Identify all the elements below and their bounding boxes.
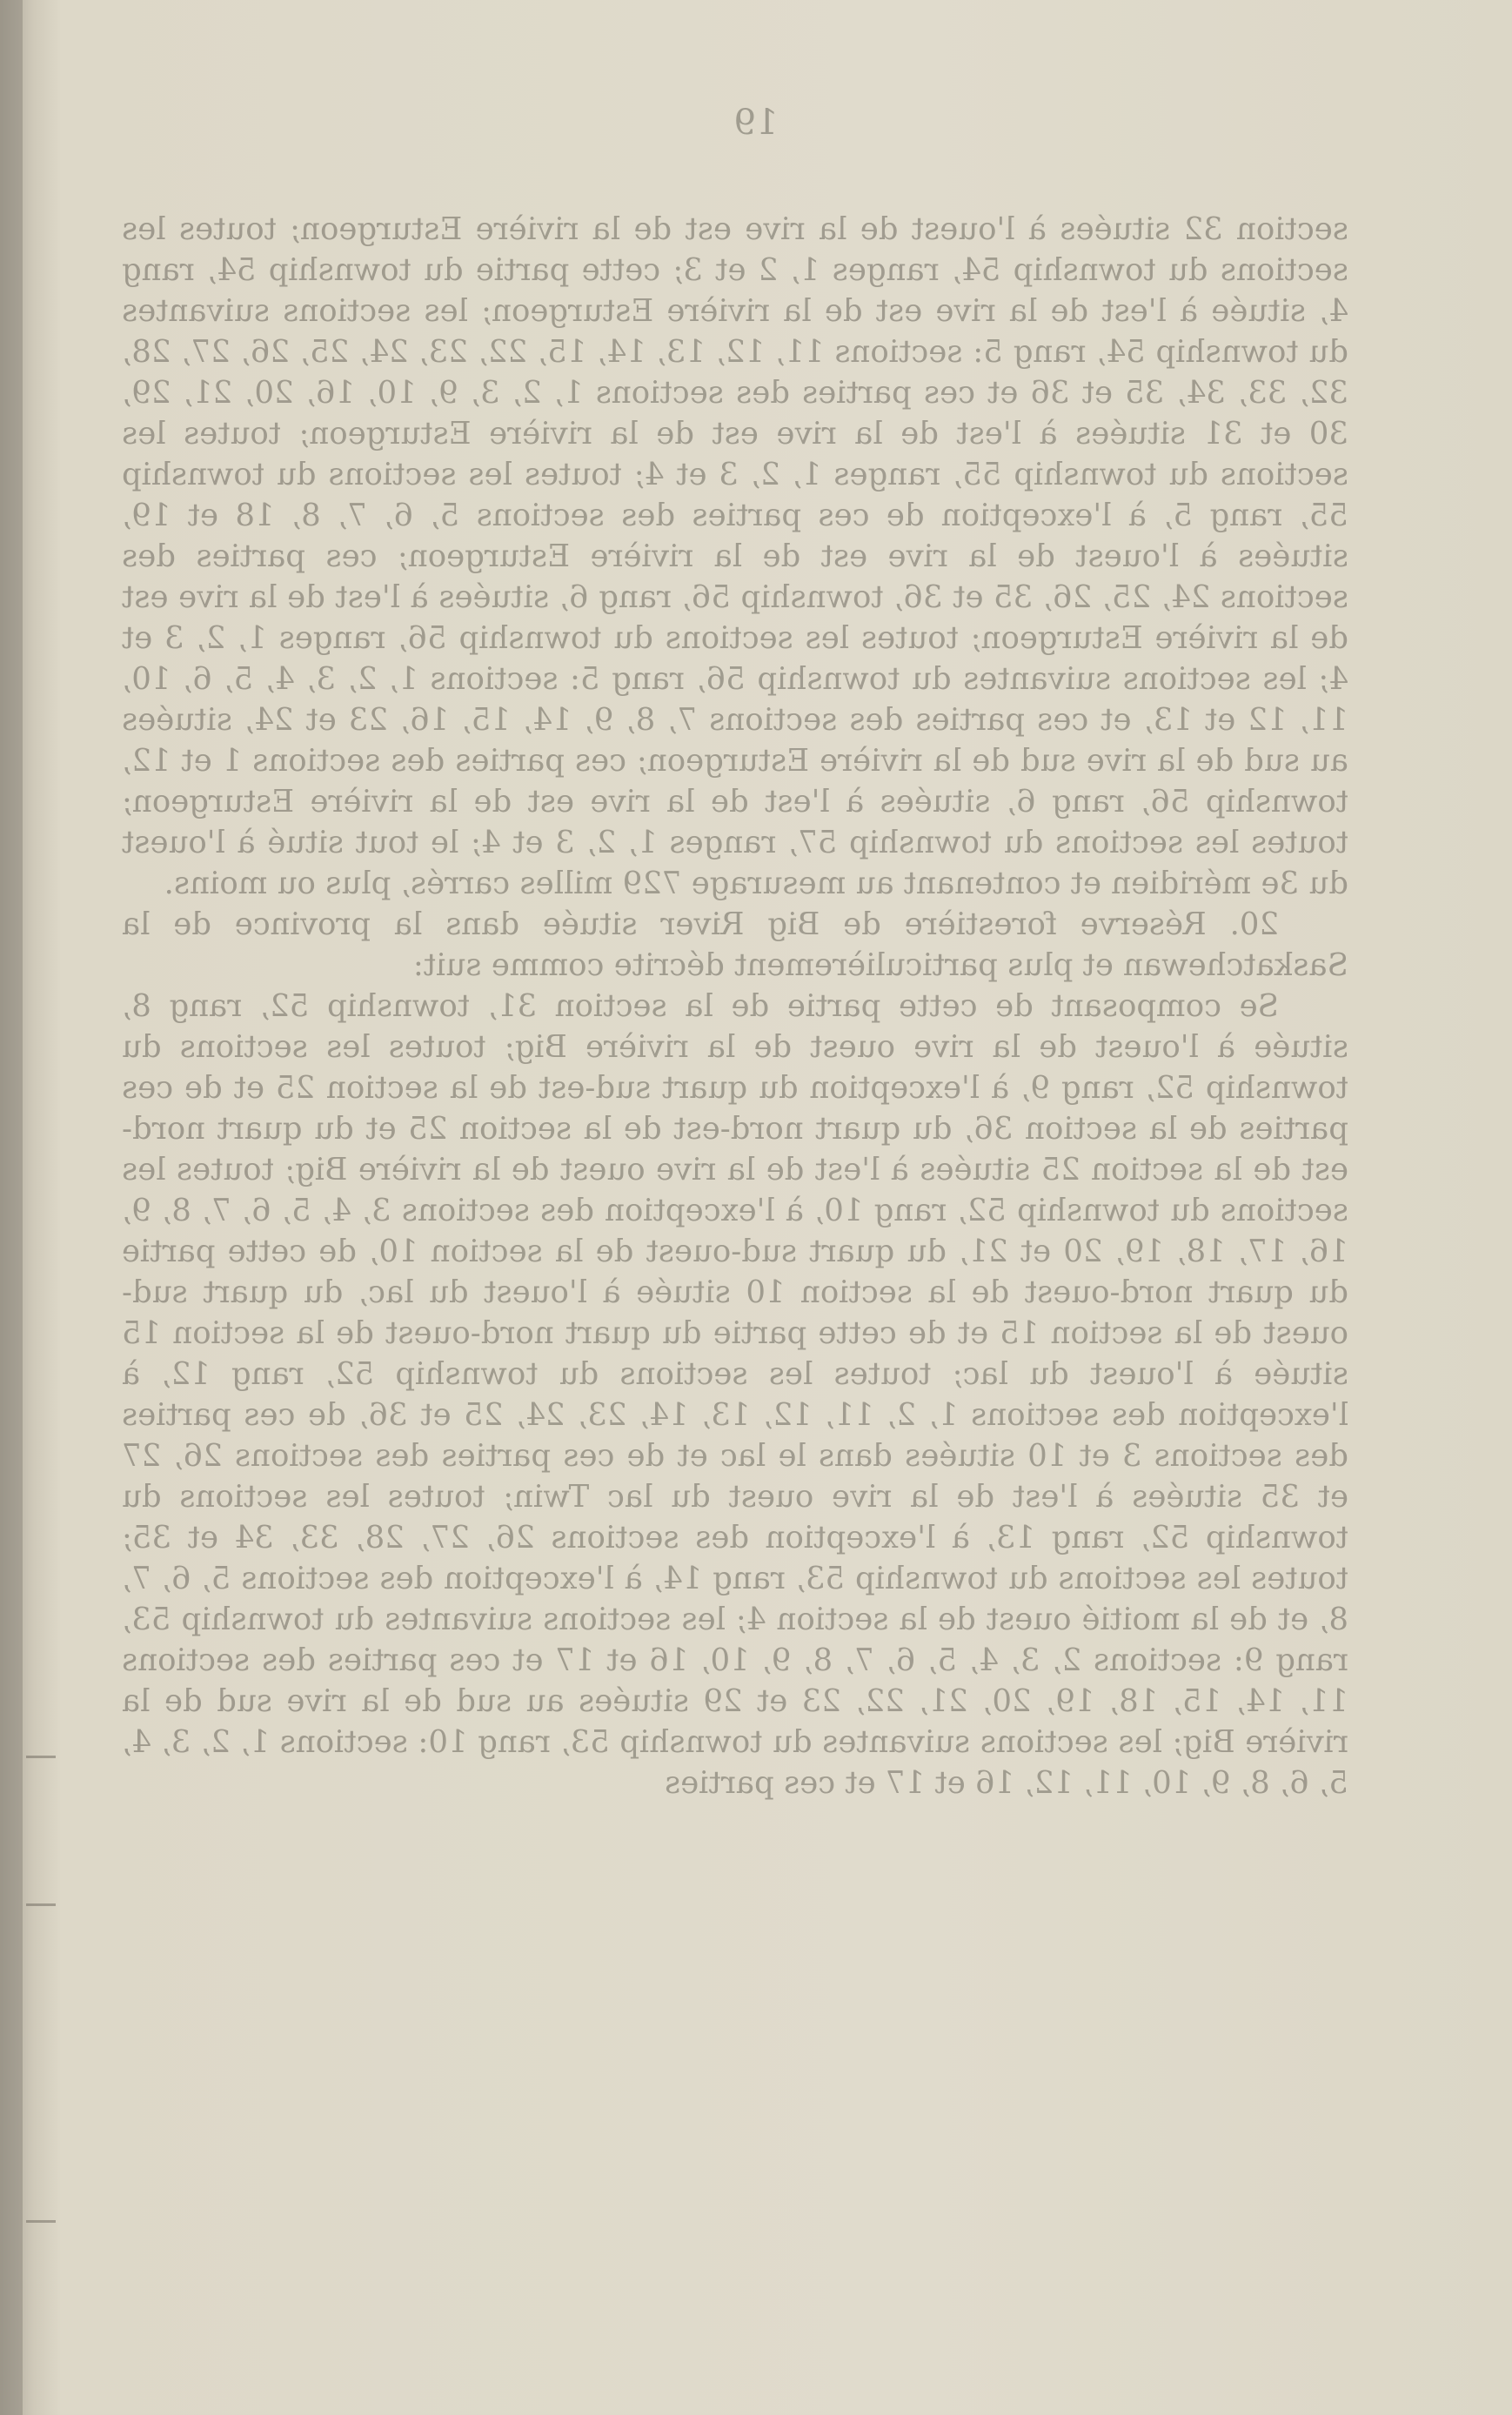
- margin-mark: [26, 1903, 56, 1906]
- page-number: 19: [733, 103, 779, 143]
- mirrored-text-block: [122, 209, 1348, 2349]
- paragraph-continuation: section 32 situées à l'ouest de la rive est de la rivière Esturgeon; toutes les sections du township 54, ranges 1, 2 et 3; cette partie du township 54, rang 4, située à l'est de la rive est de la rivière Esturgeon; les sections suivantes du township 54, rang 5: sections 11, 12, 13, 14, 15, 22, 23, 24, 25, 26, 27, 28, 32, 33, 34, 35 et 36 et ces parties des sections 1, 2, 3, 9, 10, 16, 20, 21, 29, 30 et 31 situées à l'est de la rive est de la rivière Esturgeon; toutes les sections du township 55, ranges 1, 2, 3 et 4; toutes les sections du township 55, rang 5, à l'exception de ces parties des sections 5, 6, 7, 8, 18 et 19, situées à l'ouest de la rive est de la rivière Esturgeon; ces parties des sections 24, 25, 26, 35 et 36, township 56, rang 6, situées à l'est de la rive est de la rivière Esturgeon; toutes les sections du township 56, ranges 1, 2, 3 et 4; les sections suivantes du township 56, rang 5: sections 1, 2, 3, 4, 5, 6, 10, 11, 12 et 13, et ces parties des sections 7, 8, 9, 14, 15, 16, 23 et 24, situées au sud de la rive sud de la rivière Esturgeon; ces parties des sections 1 et 12, township 56, rang 6, situées à l'est de la rive est de la rivière Esturgeon; toutes les sections du township 57, ranges 1, 2, 3 et 4; le tout situé à l'ouest du 3e méridien et contenant au mesurage 729 milles carrés, plus ou moins.: [122, 211, 1348, 901]
- paragraph-big-river-description: Se composant de cette partie de la section 31, township 52, rang 8, située à l'ouest de la rive ouest de la rivière Big; toutes les sections du township 52, rang 9, à l'exception du quart sud-est de la section 25 et de ces parties de la section 36, du quart nord-est de la section 25 et du quart nord-est de la section 25 situées à l'est de la rive ouest de la rivière Big; toutes les sections du township 52, rang 10, à l'exception des sections 3, 4, 5, 6, 7, 8, 9, 16, 17, 18, 19, 20 et 21, du quart sud-ouest de la section 10, de cette partie du quart nord-ouest de la section 10 située à l'ouest du lac, du quart sud-ouest de la section 15 et de cette partie du quart nord-ouest de la section 15 située à l'ouest du lac; toutes les sections du township 52, rang 12, à l'exception des sections 1, 2, 11, 12, 13, 14, 23, 24, 25 et 36, de ces parties des sections 3 et 10 situées dans le lac et de ces parties des sections 26, 27 et 35 situées à l'est de la rive ouest du lac Twin; toutes les sections du township 52, rang 13, à l'exception des sections 26, 27, 28, 33, 34 et 35; toutes les sections du township 53, rang 14, à l'exception des sections 5, 6, 7, 8, et de la moitié ouest de la section 4; les sections suivantes du township 53, rang 9: sections 2, 3, 4, 5, 6, 7, 8, 9, 10, 16 et 17 et ces parties des sections 11, 14, 15, 18, 19, 20, 21, 22, 23 et 29 situées au sud de la rive sud de la rivière Big; les sections suivantes du township 53, rang 10: sections 1, 2, 3, 4, 5, 6, 8, 9, 10, 11, 12, 16 et 17 et ces parties: [122, 988, 1348, 1801]
- paragraph-big-river-reserve: 20. Réserve forestière de Big River située dans la province de la Saskatchewan et plus particulièrement décrite comme suit:: [122, 906, 1348, 983]
- margin-mark: [26, 1756, 56, 1758]
- binding-shadow: [0, 0, 23, 2415]
- margin-mark: [26, 2220, 56, 2223]
